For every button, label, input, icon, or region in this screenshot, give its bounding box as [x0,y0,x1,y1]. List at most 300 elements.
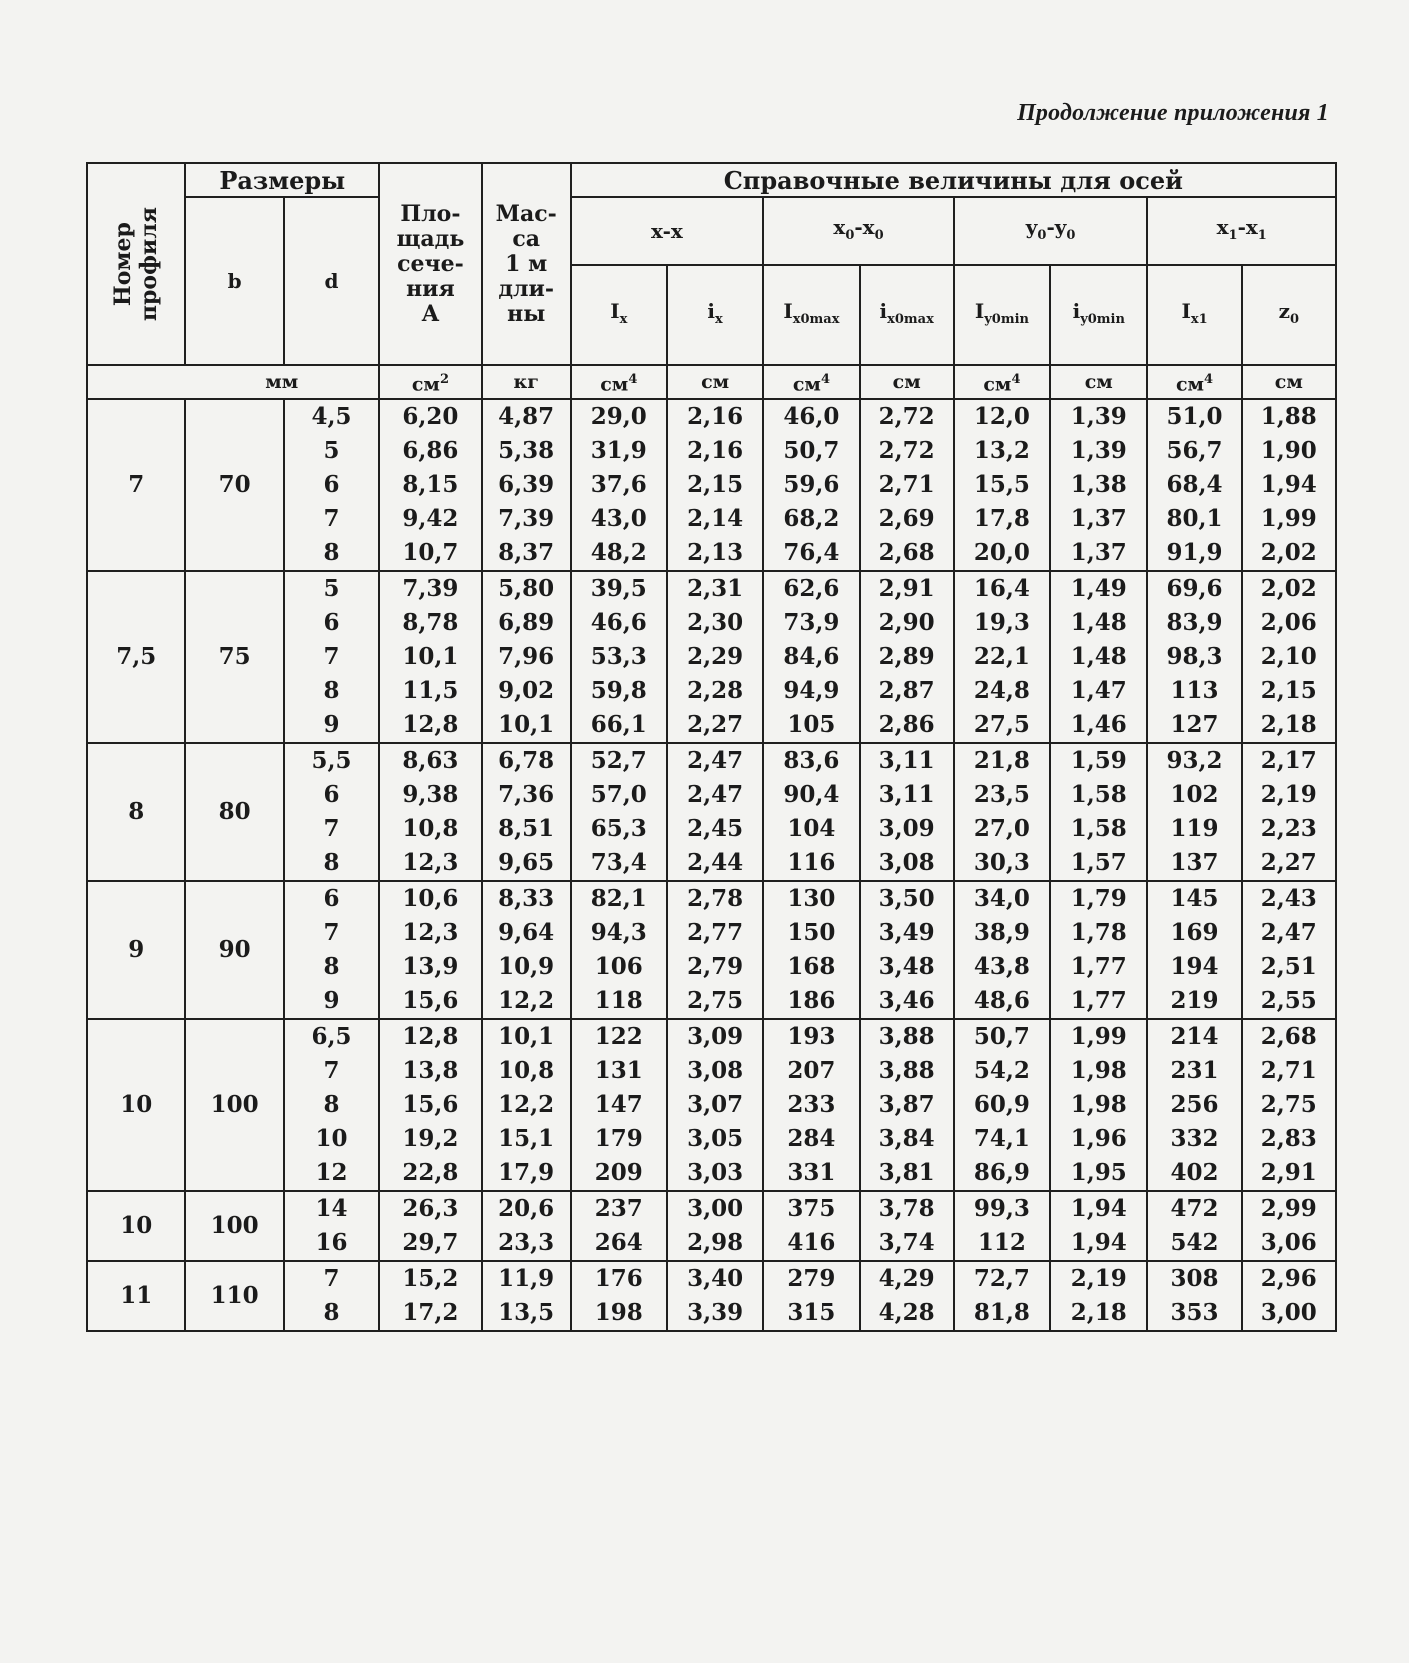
table-cell: 331 [763,1156,859,1191]
table-cell: 2,19 [1242,778,1336,812]
axis-x-x-header: x-x [571,197,764,265]
table-cell: 13,9 [379,950,482,984]
table-cell: 11,9 [482,1261,571,1296]
table-cell: 2,51 [1242,950,1336,984]
table-cell: 105 [763,708,859,743]
table-cell: 264 [571,1226,667,1261]
table-cell: 91,9 [1147,536,1241,571]
table-cell: 1,94 [1242,468,1336,502]
table-cell: 1,94 [1050,1191,1147,1226]
table-cell: 50,7 [763,434,859,468]
table-cell: 472 [1147,1191,1241,1226]
table-cell: 256 [1147,1088,1241,1122]
table-cell: 207 [763,1054,859,1088]
table-cell: 56,7 [1147,434,1241,468]
table-cell: 43,0 [571,502,667,536]
table-cell: 3,40 [667,1261,763,1296]
table-cell: 8,78 [379,606,482,640]
table-cell: 17,2 [379,1296,482,1331]
table-cell: 112 [954,1226,1050,1261]
table-cell: 8 [284,674,379,708]
table-cell: 53,3 [571,640,667,674]
table-row [87,881,1336,916]
table-cell: 7 [284,812,379,846]
table-cell: 22,1 [954,640,1050,674]
profile-number-cell: 7,5 [87,571,185,743]
b-header: b [185,197,283,365]
table-cell: 2,06 [1242,606,1336,640]
table-cell: 2,90 [860,606,954,640]
table-cell: 31,9 [571,434,667,468]
table-cell: 2,99 [1242,1191,1336,1226]
table-cell: 3,88 [860,1019,954,1054]
table-cell: 416 [763,1226,859,1261]
table-cell: 83,6 [763,743,859,778]
table-cell: 2,27 [667,708,763,743]
table-cell: 19,2 [379,1122,482,1156]
table-cell: 23,5 [954,778,1050,812]
table-cell: 9,02 [482,674,571,708]
table-cell: 2,47 [667,778,763,812]
table-cell: 2,47 [1242,916,1336,950]
Ix-header: $I_x$ [571,265,667,365]
table-cell: 145 [1147,881,1241,916]
table-cell: 10,8 [379,812,482,846]
table-cell: 2,72 [860,434,954,468]
b-cell: 80 [185,743,283,881]
table-cell: 137 [1147,846,1241,881]
ix0max-header: $i_{x0max}$ [860,265,954,365]
table-cell: 402 [1147,1156,1241,1191]
table-cell: 104 [763,812,859,846]
table-cell: 90,4 [763,778,859,812]
table-cell: 34,0 [954,881,1050,916]
table-cell: 3,11 [860,778,954,812]
table-cell: 2,55 [1242,984,1336,1019]
table-cell: 4,29 [860,1261,954,1296]
table-cell: 80,1 [1147,502,1241,536]
table-cell: 51,0 [1147,399,1241,434]
table-cell: 6 [284,881,379,916]
table-cell: 15,1 [482,1122,571,1156]
unit-Iy0min: $см^4$ [954,365,1050,399]
unit-ix: см [667,365,763,399]
b-cell: 100 [185,1019,283,1191]
table-cell: 2,75 [667,984,763,1019]
unit-cm2: $см^2$ [379,365,482,399]
table-cell: 119 [1147,812,1241,846]
table-row [87,743,1336,778]
table-cell: 7,36 [482,778,571,812]
table-cell: 20,6 [482,1191,571,1226]
table-cell: 6,78 [482,743,571,778]
table-cell: 315 [763,1296,859,1331]
table-cell: 1,98 [1050,1054,1147,1088]
table-cell: 284 [763,1122,859,1156]
table-cell: 2,29 [667,640,763,674]
table-cell: 9,64 [482,916,571,950]
table-cell: 8 [284,1088,379,1122]
table-cell: 168 [763,950,859,984]
table-cell: 19,3 [954,606,1050,640]
angle-profile-table [86,162,1337,1332]
table-cell: 3,48 [860,950,954,984]
table-cell: 2,72 [860,399,954,434]
table-cell: 219 [1147,984,1241,1019]
table-cell: 14 [284,1191,379,1226]
table-cell: 1,58 [1050,812,1147,846]
axis-x1-x1-header: $x_1-x_1$ [1147,197,1336,265]
table-cell: 169 [1147,916,1241,950]
table-cell: 29,7 [379,1226,482,1261]
table-cell: 13,8 [379,1054,482,1088]
table-cell: 60,9 [954,1088,1050,1122]
table-cell: 2,68 [860,536,954,571]
table-cell: 7 [284,640,379,674]
table-cell: 233 [763,1088,859,1122]
table-row [87,1191,1336,1226]
table-cell: 38,9 [954,916,1050,950]
table-cell: 176 [571,1261,667,1296]
table-cell: 186 [763,984,859,1019]
table-cell: 3,50 [860,881,954,916]
unit-iy0min: см [1050,365,1147,399]
Ix1-header: $I_{x1}$ [1147,265,1241,365]
table-cell: 2,18 [1242,708,1336,743]
table-cell: 2,75 [1242,1088,1336,1122]
table-cell: 57,0 [571,778,667,812]
table-cell: 1,94 [1050,1226,1147,1261]
table-cell: 106 [571,950,667,984]
table-cell: 7,96 [482,640,571,674]
table-cell: 3,74 [860,1226,954,1261]
table-cell: 1,79 [1050,881,1147,916]
mass-header: Мас- са 1 м дли- ны [482,163,571,365]
table-cell: 2,31 [667,571,763,606]
table-cell: 13,2 [954,434,1050,468]
profile-number-header [87,163,185,365]
table-cell: 214 [1147,1019,1241,1054]
table-cell: 54,2 [954,1054,1050,1088]
table-cell: 99,3 [954,1191,1050,1226]
table-cell: 6 [284,778,379,812]
table-cell: 2,45 [667,812,763,846]
table-cell: 1,49 [1050,571,1147,606]
table-cell: 37,6 [571,468,667,502]
table-cell: 7 [284,1261,379,1296]
table-cell: 8,15 [379,468,482,502]
table-cell: 3,08 [667,1054,763,1088]
table-cell: 2,16 [667,399,763,434]
table-cell: 12,3 [379,916,482,950]
table-cell: 6,86 [379,434,482,468]
table-cell: 23,3 [482,1226,571,1261]
page-caption: Продолжение приложения 1 [1017,100,1329,126]
table-cell: 3,06 [1242,1226,1336,1261]
unit-Ix1: $см^4$ [1147,365,1241,399]
table-cell: 39,5 [571,571,667,606]
table-cell: 2,98 [667,1226,763,1261]
table-cell: 130 [763,881,859,916]
profile-number-cell: 10 [87,1191,185,1261]
table-cell: 12,8 [379,1019,482,1054]
table-cell: 1,37 [1050,502,1147,536]
table-cell: 2,13 [667,536,763,571]
table-cell: 24,8 [954,674,1050,708]
table-cell: 1,57 [1050,846,1147,881]
profile-number-cell: 11 [87,1261,185,1331]
table-cell: 15,2 [379,1261,482,1296]
table-cell: 68,4 [1147,468,1241,502]
table-cell: 65,3 [571,812,667,846]
table-cell: 194 [1147,950,1241,984]
table-cell: 59,8 [571,674,667,708]
table-cell: 69,6 [1147,571,1241,606]
table-cell: 2,27 [1242,846,1336,881]
table-cell: 1,38 [1050,468,1147,502]
table-cell: 5,80 [482,571,571,606]
table-cell: 1,59 [1050,743,1147,778]
table-cell: 74,1 [954,1122,1050,1156]
table-cell: 1,95 [1050,1156,1147,1191]
z0-header: $z_0$ [1242,265,1336,365]
table-cell: 7,39 [379,571,482,606]
table-cell: 2,30 [667,606,763,640]
table-cell: 59,6 [763,468,859,502]
table-cell: 3,03 [667,1156,763,1191]
table-cell: 375 [763,1191,859,1226]
table-cell: 62,6 [763,571,859,606]
table-cell: 1,39 [1050,399,1147,434]
table-cell: 2,91 [1242,1156,1336,1191]
table-cell: 43,8 [954,950,1050,984]
b-cell: 90 [185,881,283,1019]
table-cell: 353 [1147,1296,1241,1331]
table-cell: 1,48 [1050,606,1147,640]
table-cell: 84,6 [763,640,859,674]
profile-number-label: Номер профиля [110,206,163,322]
table-cell: 9 [284,984,379,1019]
table-cell: 2,71 [1242,1054,1336,1088]
table-cell: 2,02 [1242,536,1336,571]
profile-number-cell: 7 [87,399,185,571]
table-cell: 20,0 [954,536,1050,571]
unit-Ix0max: $см^4$ [763,365,859,399]
table-cell: 2,18 [1050,1296,1147,1331]
table-cell: 2,14 [667,502,763,536]
profile-number-cell: 9 [87,881,185,1019]
table-cell: 3,05 [667,1122,763,1156]
table-cell: 22,8 [379,1156,482,1191]
table-cell: 8,37 [482,536,571,571]
table-cell: 27,5 [954,708,1050,743]
table-cell: 3,11 [860,743,954,778]
table-cell: 83,9 [1147,606,1241,640]
table-cell: 6,20 [379,399,482,434]
table-cell: 2,16 [667,434,763,468]
table-cell: 3,00 [1242,1296,1336,1331]
table-cell: 122 [571,1019,667,1054]
table-cell: 15,6 [379,1088,482,1122]
table-cell: 2,78 [667,881,763,916]
table-cell: 15,6 [379,984,482,1019]
table-cell: 2,10 [1242,640,1336,674]
table-cell: 1,47 [1050,674,1147,708]
table-cell: 1,98 [1050,1088,1147,1122]
area-header: Пло- щадь сече- ния A [379,163,482,365]
table-cell: 68,2 [763,502,859,536]
table-row [87,571,1336,606]
table-cell: 12,2 [482,1088,571,1122]
table-cell: 17,9 [482,1156,571,1191]
table-cell: 86,9 [954,1156,1050,1191]
table-cell: 2,69 [860,502,954,536]
table-cell: 94,9 [763,674,859,708]
table-cell: 2,28 [667,674,763,708]
table-cell: 3,39 [667,1296,763,1331]
profile-number-cell: 8 [87,743,185,881]
table-cell: 2,44 [667,846,763,881]
table-cell: 3,09 [667,1019,763,1054]
table-cell: 8,33 [482,881,571,916]
table-cell: 150 [763,916,859,950]
table-cell: 8,51 [482,812,571,846]
table-cell: 10,1 [379,640,482,674]
table-cell: 3,07 [667,1088,763,1122]
table-cell: 7 [284,916,379,950]
table-cell: 2,89 [860,640,954,674]
table-cell: 76,4 [763,536,859,571]
table-cell: 27,0 [954,812,1050,846]
table-cell: 1,48 [1050,640,1147,674]
table-cell: 10,6 [379,881,482,916]
table-cell: 29,0 [571,399,667,434]
table-cell: 209 [571,1156,667,1191]
table-cell: 3,88 [860,1054,954,1088]
table-cell: 21,8 [954,743,1050,778]
table-cell: 2,23 [1242,812,1336,846]
table-cell: 3,46 [860,984,954,1019]
table-cell: 1,39 [1050,434,1147,468]
table-cell: 12,0 [954,399,1050,434]
table-cell: 2,02 [1242,571,1336,606]
table-row [87,1261,1336,1296]
d-header: d [284,197,379,365]
table-cell: 5 [284,434,379,468]
table-cell: 5 [284,571,379,606]
table-cell: 9,38 [379,778,482,812]
table-cell: 98,3 [1147,640,1241,674]
table-cell: 2,79 [667,950,763,984]
table-cell: 1,88 [1242,399,1336,434]
table-cell: 147 [571,1088,667,1122]
table-cell: 26,3 [379,1191,482,1226]
unit-z0: см [1242,365,1336,399]
table-cell: 82,1 [571,881,667,916]
table-cell: 3,81 [860,1156,954,1191]
table-cell: 5,38 [482,434,571,468]
table-cell: 9,65 [482,846,571,881]
table-cell: 116 [763,846,859,881]
table-cell: 52,7 [571,743,667,778]
table-cell: 46,6 [571,606,667,640]
table-cell: 72,7 [954,1261,1050,1296]
table-cell: 10,7 [379,536,482,571]
table-cell: 1,37 [1050,536,1147,571]
table-cell: 73,4 [571,846,667,881]
table-cell: 7,39 [482,502,571,536]
table-cell: 7 [284,502,379,536]
table-cell: 2,15 [667,468,763,502]
table-cell: 12,3 [379,846,482,881]
ix-header: $i_x$ [667,265,763,365]
table-cell: 10,9 [482,950,571,984]
unit-ix0max: см [860,365,954,399]
table-cell: 12 [284,1156,379,1191]
table-cell: 3,49 [860,916,954,950]
table-cell: 10,8 [482,1054,571,1088]
table-cell: 308 [1147,1261,1241,1296]
table-cell: 4,87 [482,399,571,434]
unit-mm: мм [185,365,379,399]
table-cell: 2,71 [860,468,954,502]
table-cell: 5,5 [284,743,379,778]
reference-values-header: Справочные величины для осей [571,163,1336,197]
table-cell: 3,08 [860,846,954,881]
table-cell: 10,1 [482,708,571,743]
table-cell: 2,83 [1242,1122,1336,1156]
table-cell: 6,5 [284,1019,379,1054]
table-cell: 9 [284,708,379,743]
table-cell: 179 [571,1122,667,1156]
table-cell: 1,90 [1242,434,1336,468]
table-cell: 10,1 [482,1019,571,1054]
table-cell: 8 [284,846,379,881]
table-cell: 46,0 [763,399,859,434]
table-cell: 66,1 [571,708,667,743]
Ix0max-header: $I_{x0max}$ [763,265,859,365]
table-cell: 2,77 [667,916,763,950]
table-cell: 1,96 [1050,1122,1147,1156]
b-cell: 100 [185,1191,283,1261]
table-cell: 127 [1147,708,1241,743]
table-cell: 6 [284,468,379,502]
table-cell: 542 [1147,1226,1241,1261]
table-cell: 2,87 [860,674,954,708]
table-cell: 2,43 [1242,881,1336,916]
table-cell: 2,91 [860,571,954,606]
table-cell: 8 [284,950,379,984]
dimensions-header: Размеры [185,163,379,197]
table-cell: 1,99 [1242,502,1336,536]
table-cell: 237 [571,1191,667,1226]
unit-kg: кг [482,365,571,399]
table-cell: 1,58 [1050,778,1147,812]
table-cell: 2,17 [1242,743,1336,778]
table-cell: 1,46 [1050,708,1147,743]
axis-x0-x0-header: $x_0-x_0$ [763,197,954,265]
table-cell: 2,86 [860,708,954,743]
table-cell: 198 [571,1296,667,1331]
table-cell: 1,78 [1050,916,1147,950]
table-cell: 193 [763,1019,859,1054]
table-cell: 231 [1147,1054,1241,1088]
table-cell: 6,39 [482,468,571,502]
table-cell: 81,8 [954,1296,1050,1331]
table-cell: 8 [284,536,379,571]
table-cell: 17,8 [954,502,1050,536]
iy0min-header: $i_{y0min}$ [1050,265,1147,365]
